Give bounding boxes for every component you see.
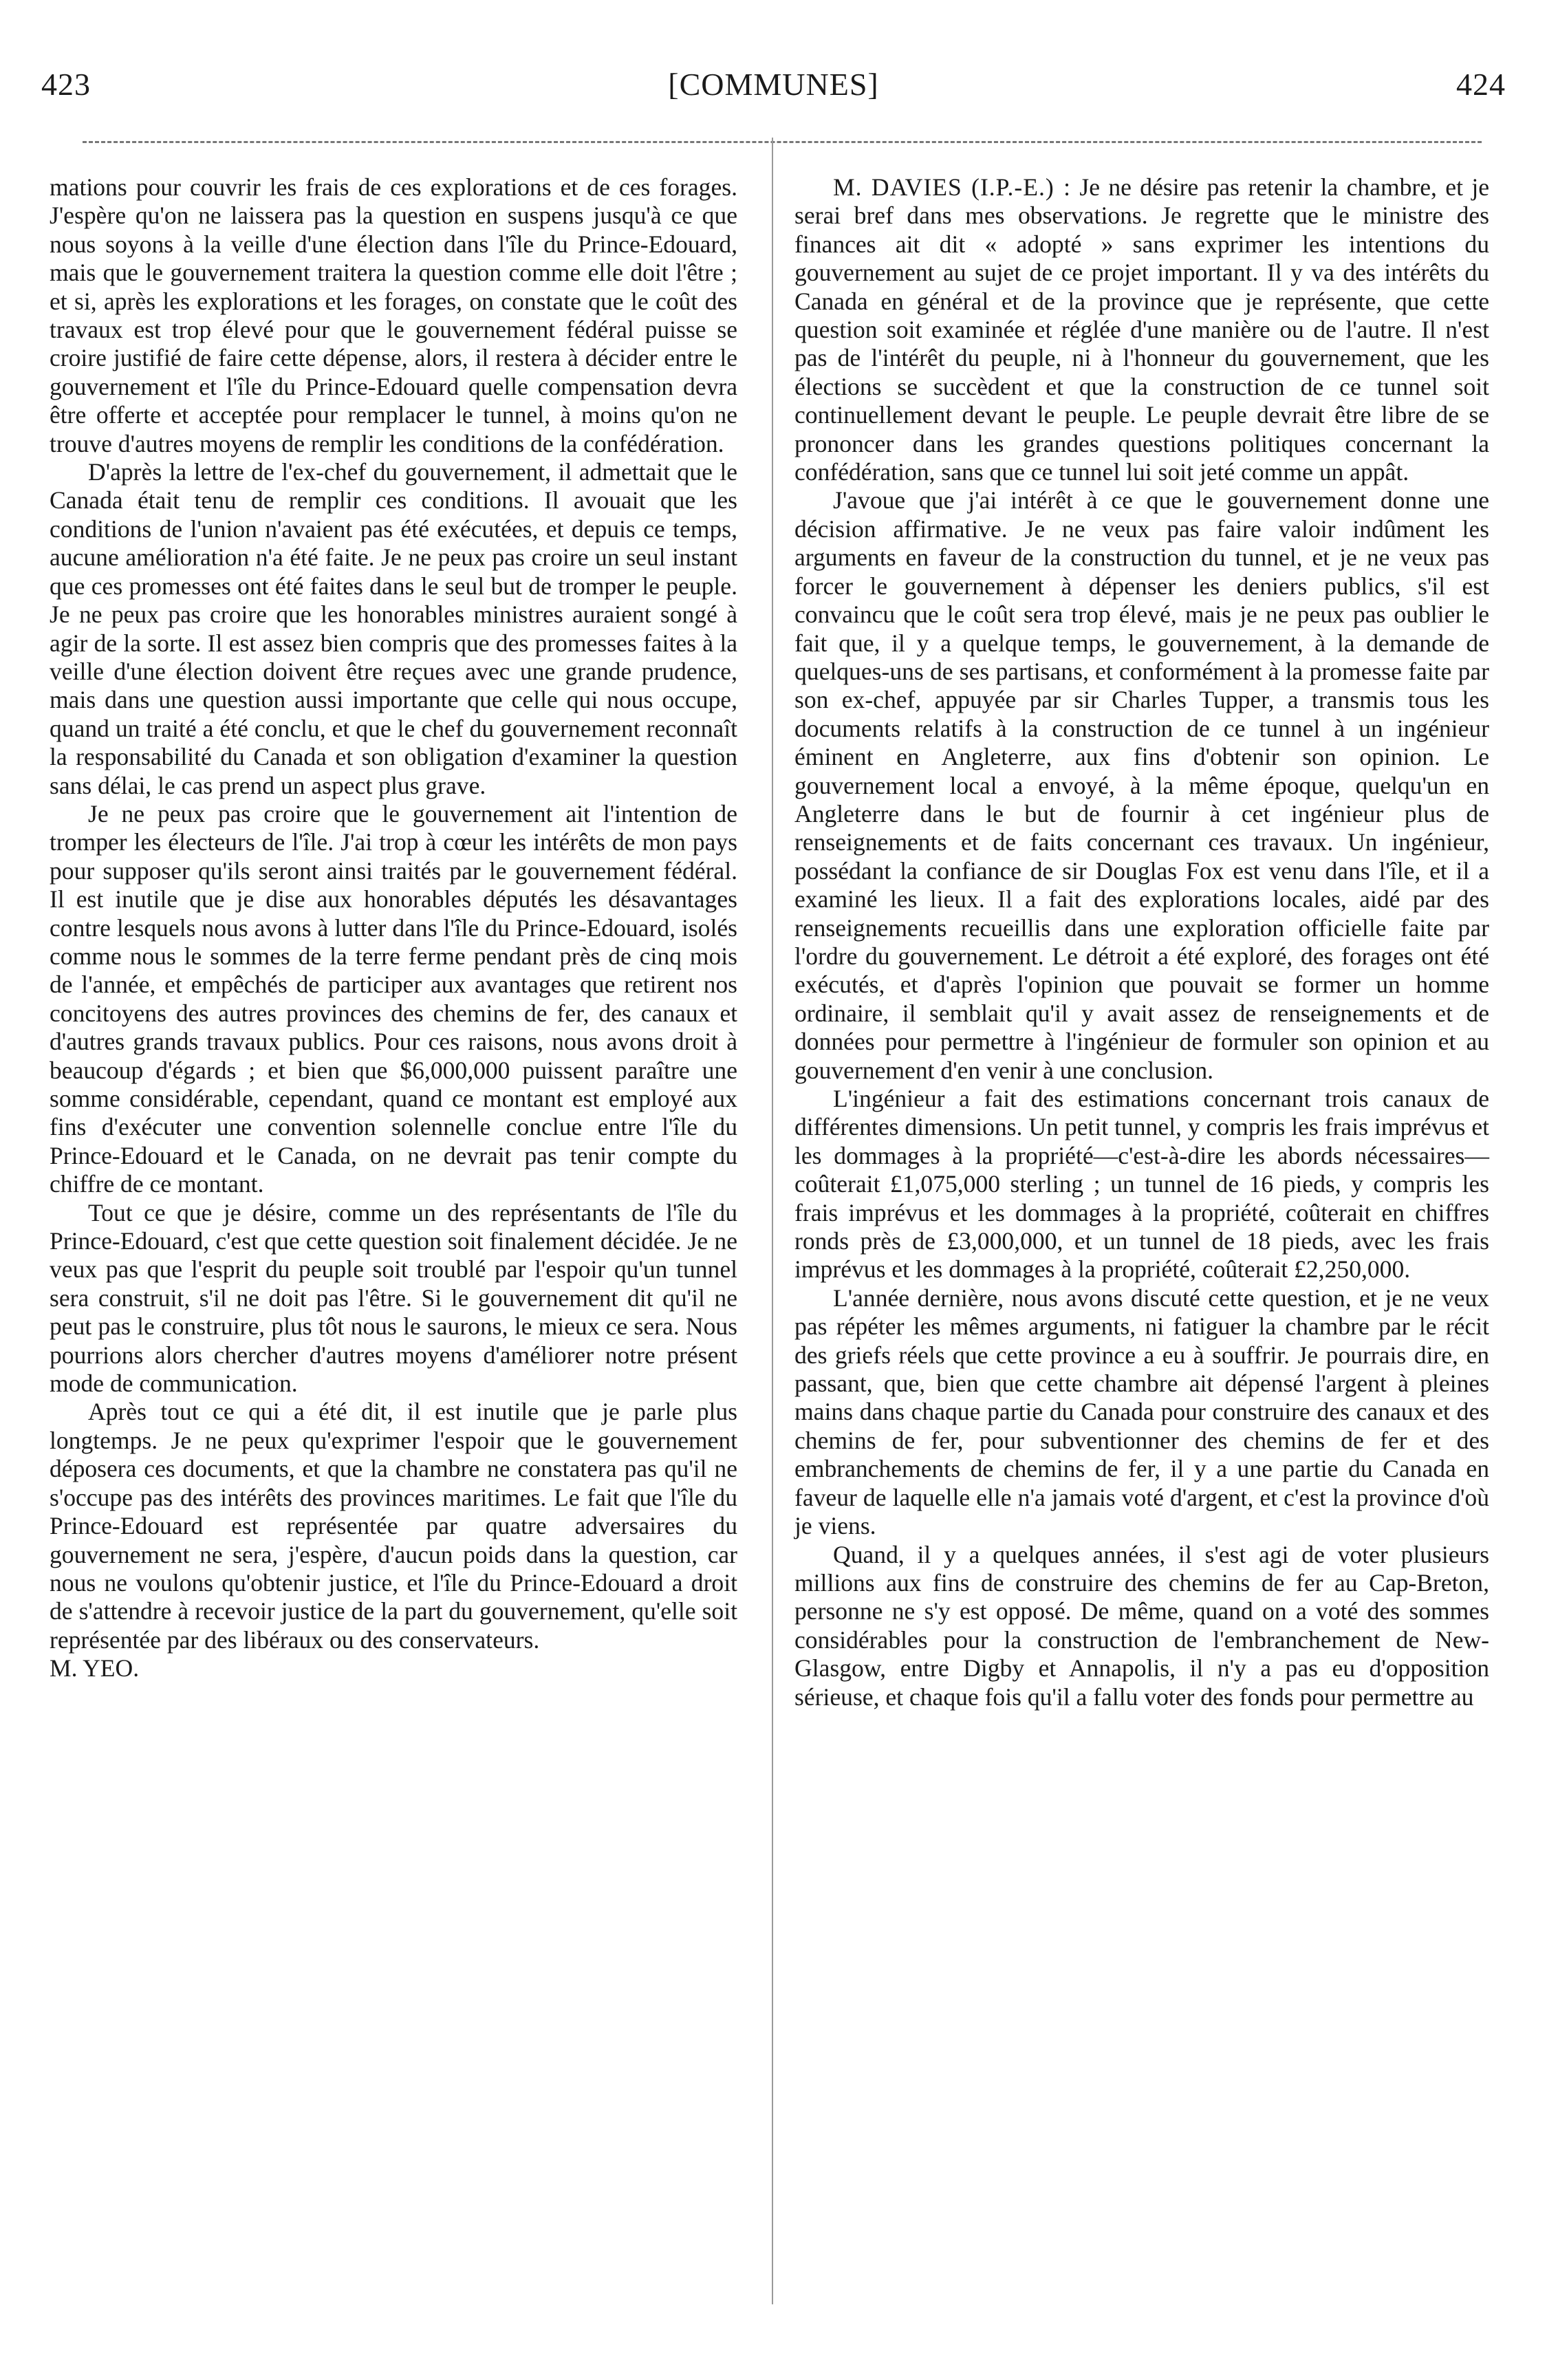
page-number-right: 424 [1456,67,1506,102]
paragraph: Tout ce que je désire, comme un des représentants de l'île du Prince-Edouard, c'est que cette question soit finalement décidée. Je ne veux pas que l'esprit du peuple soit troublé par l'espoir qu'un tunnel sera construit, s'il ne doit pas l'être. Si le gouvernement dit qu'il ne peut pas le construire, plus tôt nous le saurons, le mieux ce sera. Nous pourrions alors chercher d'autres moyens d'améliorer notre présent mode de communication. [50,1198,737,1398]
running-title: [COMMUNES] [668,67,879,102]
speaker-name: M. DAVIES (I.P.-E.) : [833,173,1071,201]
speaker-signoff: M. YEO. [50,1654,140,1683]
column-divider [772,138,773,2304]
paragraph: Quand, il y a quelques années, il s'est agi de voter plusieurs millions aux fins de construire des chemins de fer au Cap-Breton, personne ne s'y est opposé. De même, quand on a voté des sommes considérables pour la construction de l'embranchement de New-Glasgow, entre Digby et Annapolis, il n'y a pas eu d'opposition sérieuse, et chaque fois qu'il a fallu voter des fonds pour permettre au [794,1540,1489,1711]
paragraph: J'avoue que j'ai intérêt à ce que le gouvernement donne une décision affirmative. Je ne veux pas faire valoir indûment les arguments en faveur de la construction du tunnel, et je ne veux pas forcer le gouvernement à dépenser les deniers publics, s'il est convaincu que le coût sera trop élevé, mais je ne peux pas oublier le fait que, il y a quelque temps, le gouvernement, à la demande de quelques-uns de ses partisans, et conformément à la promesse faite par son ex-chef, appuyée par sir Charles Tupper, a transmis tous les documents relatifs à la construction de ce tunnel à un ingénieur éminent en Angleterre, aux fins d'obtenir son opinion. Le gouvernement local a envoyé, à la même époque, quelqu'un en Angleterre dans le but de fournir à cet ingénieur plus de renseignements et de faits concernant ces travaux. Un ingénieur, possédant la confiance de sir Douglas Fox est venu dans l'île, et il a examiné les lieux. Il a fait des explorations locales, aidé par des renseignements recueillis dans une exploration officielle faite par l'ordre du gouvernement. Le détroit a été exploré, des forages ont été exécutés, et d'après l'opinion que pouvait se former un homme ordinaire, il semblait qu'il y avait assez de renseignements et de données pour permettre à l'ingénieur de formuler son opinion et au gouvernement d'en venir à une conclusion. [794,486,1489,1084]
left-column [50,173,737,1683]
paragraph: mations pour couvrir les frais de ces explorations et de ces forages. J'espère qu'on ne laissera pas la question en suspens jusqu'à ce que nous soyons à la veille d'une élection dans l'île du Prince-Edouard, mais que le gouvernement traitera la question comme elle doit l'être ; et si, après les explorations et les forages, on constate que le coût des travaux est trop élevé pour que le gouvernement fédéral puisse se croire justifié de faire cette dépense, alors, il restera à décider entre le gouvernement et l'île du Prince-Edouard quelle compensation devra être offerte et acceptée pour remplacer le tunnel, à moins qu'on ne trouve d'autres moyens de remplir les conditions de la confédération. [50,173,737,457]
paragraph-text: Je ne désire pas retenir la chambre, et je serai bref dans mes observations. Je regrette que le ministre des finances ait dit « adopté » sans exprimer les intentions du gouvernement au sujet de ce projet important. Il y va des intérêts du Canada en général et de la province que je représente, que cette question soit examinée et réglée d'une manière ou de l'autre. Il n'est pas de l'intérêt du peuple, ni à l'honneur du gouvernement, que les élections se succèdent et que la construction de ce tunnel soit continuellement devant le peuple. Le peuple devrait être libre de se prononcer dans les grandes questions politiques concernant la confédération, sans que ce tunnel lui soit jeté comme un appât. [794,173,1489,486]
paragraph: Je ne peux pas croire que le gouvernement ait l'intention de tromper les électeurs de l'île. J'ai trop à cœur les intérêts de mon pays pour supposer qu'ils seront ainsi traités par le gouvernement fédéral. Il est inutile que je dise aux honorables députés les désavantages contre lesquels nous avons à lutter dans l'île du Prince-Edouard, isolés comme nous le sommes de la terre ferme pendant près de cinq mois de l'année, et empêchés de participer aux avantages que retirent nos concitoyens des autres provinces des chemins de fer, des canaux et d'autres grands travaux publics. Pour ces raisons, nous avons droit à beaucoup d'égards ; et bien que $6,000,000 puissent paraître une somme considérable, cependant, quand ce montant est employé aux fins d'exécuter une convention solennelle conclue entre l'île du Prince-Edouard et le Canada, on ne devrait pas tenir compte du chiffre de ce montant. [50,799,737,1198]
paragraph: L'année dernière, nous avons discuté cette question, et je ne veux pas répéter les mêmes arguments, ni fatiguer la chambre par le récit des griefs réels que cette province a eu à souffrir. Je pourrais dire, en passant, que, bien que cette chambre ait dépensé l'argent à pleines mains dans chaque partie du Canada pour construire des canaux et des chemins de fer, pour subventionner des chemins de fer et des embranchements de chemins de fer, il y a une partie du Canada en faveur de laquelle elle n'a jamais voté d'argent, et c'est la province d'où je viens. [794,1284,1489,1540]
page-header [41,66,1506,114]
right-column [794,173,1489,1711]
paragraph: Après tout ce qui a été dit, il est inutile que je parle plus longtemps. Je ne peux qu'exprimer l'espoir que le gouvernement déposera ces documents, et que la chambre ne constatera pas qu'il ne s'occupe pas des intérêts des provinces maritimes. Le fait que l'île du Prince-Edouard est représentée par quatre adversaires du gouvernement ne sera, j'espère, d'aucun poids dans la question, car nous ne voulons qu'obtenir justice, et l'île du Prince-Edouard a droit de s'attendre à recevoir justice de la part du gouvernement, qu'elle soit représentée par des libéraux ou des conservateurs. [50,1398,737,1654]
paragraph: L'ingénieur a fait des estimations concernant trois canaux de différentes dimensions. Un petit tunnel, y compris les frais imprévus et les dommages à la propriété—c'est-à-dire les abords nécessaires—coûterait £1,075,000 sterling ; un tunnel de 16 pieds, y compris les frais imprévus et les dommages à la propriété, coûterait en chiffres ronds près de £3,000,000, et un tunnel de 18 pieds, avec les frais imprévus et les dommages à la propriété, coûterait £2,250,000. [794,1085,1489,1284]
page-number-left: 423 [41,67,91,102]
paragraph: D'après la lettre de l'ex-chef du gouvernement, il admettait que le Canada était tenu de remplir ces conditions. Il avouait que les conditions de l'union n'avaient pas été exécutées, et depuis ce temps, aucune amélioration n'a été faite. Je ne peux pas croire un seul instant que ces promesses ont été faites dans le seul but de tromper le peuple. Je ne peux pas croire que les honorables ministres auraient songé à agir de la sorte. Il est assez bien compris que des promesses faites à la veille d'une élection doivent être reçues avec une grande prudence, mais dans une question aussi importante que celle qui nous occupe, quand un traité a été conclu, et que le chef du gouvernement reconnaît la responsabilité du Canada et son obligation d'examiner la question sans délai, le cas prend un aspect plus grave. [50,458,737,799]
paragraph [794,173,1489,486]
header-rule [83,141,1482,143]
